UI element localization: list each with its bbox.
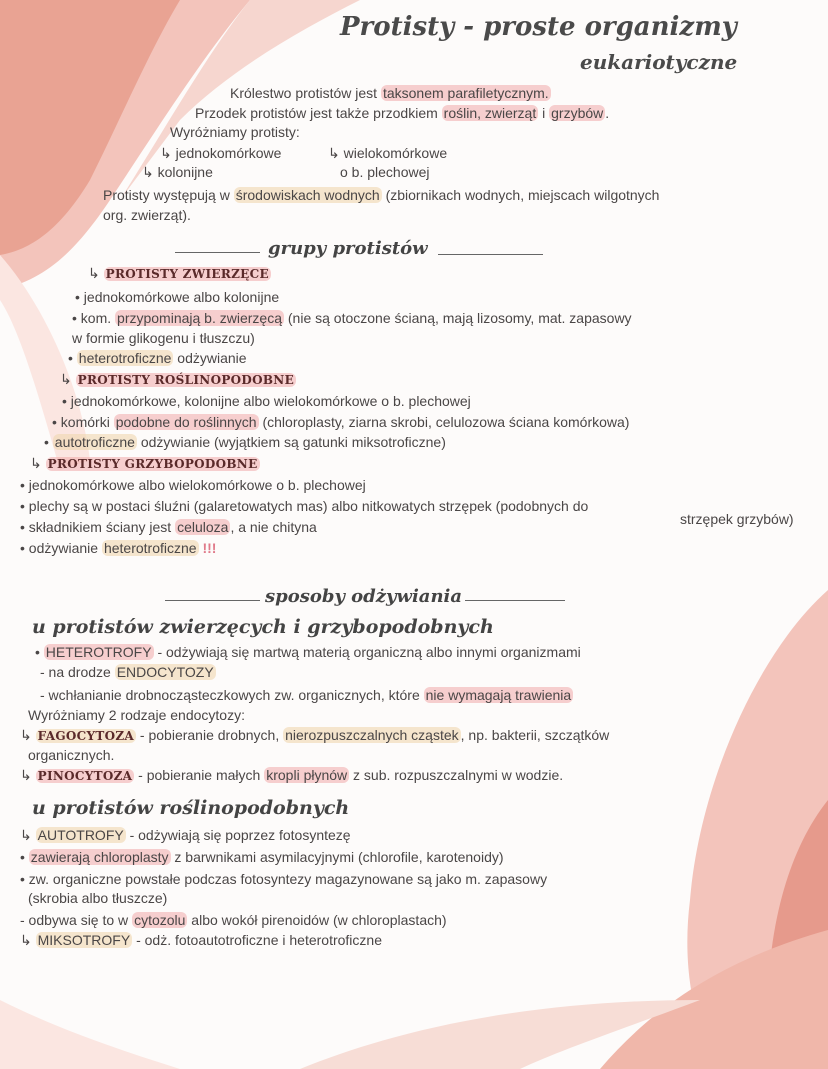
groups-line (20, 476, 366, 494)
groups-line (52, 413, 629, 431)
subheading-plant: u protistów roślinopodobnych (32, 797, 350, 819)
highlighted-term: HETEROTROFY (45, 644, 152, 660)
groups-line (88, 264, 271, 283)
text-segment: ↳ (20, 727, 36, 743)
highlighted-term: kropli płynów (266, 767, 348, 783)
text-segment: Wyróżniamy 2 rodzaje endocytozy: (28, 707, 245, 723)
text-segment: • komórki (52, 414, 114, 430)
text-segment: • jednokomórkowe albo wielokomórkowe o b. plechowej (20, 477, 366, 493)
highlighted-term: nie wymagają trawienia (425, 687, 572, 703)
divider (438, 254, 543, 255)
text-segment: - pobieranie drobnych, (136, 727, 284, 743)
highlighted-term: heterotroficzne (103, 540, 197, 556)
text-segment: ↳ kolonijne (142, 164, 213, 180)
nutrition-line (28, 706, 245, 724)
text-segment: (nie są otoczone ścianą, mają lizosomy, mat. zapasowy (284, 310, 632, 326)
text-segment: • plechy są w postaci śluźni (galaretowatych mas) albo nitkowatych strzępek (podobnych do (20, 498, 589, 514)
text-segment: i (538, 105, 550, 121)
text-segment: Królestwo protistów jest (230, 85, 381, 101)
group-heading: PROTISTY ROŚLINOPODOBNE (77, 373, 295, 387)
groups-line (75, 288, 279, 306)
divider (165, 600, 260, 601)
text-segment: • jednokomórkowe albo kolonijne (75, 289, 280, 305)
text-segment: z barwnikami asymilacyjnymi (chlorofile, karotenoidy) (170, 849, 504, 865)
page-title: Protisty - proste organizmy (340, 12, 737, 42)
groups-line (30, 454, 260, 473)
highlighted-term: grzybów (551, 105, 604, 121)
text-segment: • (35, 644, 44, 660)
text-segment: ↳ jednokomórkowe (160, 145, 282, 161)
nutrition-line (28, 746, 114, 764)
text-segment: • (44, 434, 53, 450)
groups-line (60, 370, 296, 389)
page-title-subline: eukariotyczne (580, 50, 738, 74)
text-segment: Wyróżniamy protisty: (170, 124, 300, 140)
intro-line (230, 84, 551, 102)
text-segment: z sub. rozpuszczalnymi w wodzie. (349, 767, 564, 783)
highlighted-term: MIKSOTROFY (37, 932, 131, 948)
text-segment: ↳ (20, 932, 36, 948)
emphasis-marks: !!! (202, 540, 217, 556)
text-segment: • jednokomórkowe, kolonijne albo wielokomórkowe o b. plechowej (62, 393, 471, 409)
subheading-animal-fungal: u protistów zwierzęcych i grzybopodobnych (32, 616, 494, 638)
text-segment: • (68, 350, 77, 366)
group-heading: PROTISTY GRZYBOPODOBNE (47, 457, 258, 471)
highlighted-term: taksonem parafiletycznym. (382, 85, 549, 101)
text-segment: albo wokół pirenoidów (w chloroplastach) (187, 912, 447, 928)
text-segment: • składnikiem ściany jest (20, 519, 176, 535)
text-segment: organicznych. (28, 747, 115, 763)
groups-line (680, 510, 794, 528)
section-heading-groups: grupy protistów (268, 238, 428, 259)
text-segment: • kom. (72, 310, 116, 326)
nutrition-line (28, 889, 167, 907)
highlighted-term: heterotroficzne (78, 350, 172, 366)
divider (175, 252, 260, 253)
text-segment: - pobieranie małych (134, 767, 265, 783)
group-heading: PINOCYTOZA (37, 769, 133, 783)
highlighted-term: celuloza (177, 519, 229, 535)
text-segment: , np. bakterii, szczątków (460, 727, 610, 743)
highlighted-term: nierozpuszczalnych cząstek (285, 727, 459, 743)
highlighted-term: przypominają b. zwierzęcą (117, 310, 282, 326)
text-segment: (skrobia albo tłuszcze) (28, 890, 168, 906)
intro-line (170, 123, 300, 141)
highlighted-term: autotroficzne (54, 434, 135, 450)
text-segment: ↳ (20, 767, 36, 783)
text-segment: (zbiornikach wodnych, miejscach wilgotnych (381, 187, 660, 203)
groups-line (20, 518, 317, 536)
highlighted-term: AUTOTROFY (37, 827, 124, 843)
nutrition-line (40, 663, 216, 681)
text-segment: - wchłanianie drobnocząsteczkowych zw. organicznych, które (40, 687, 424, 703)
text-segment: - odżywiają się poprzez fotosyntezę (125, 827, 351, 843)
text-segment: • (20, 849, 29, 865)
text-segment: Protisty występują w (103, 187, 234, 203)
highlighted-term: cytozolu (134, 912, 186, 928)
text-segment: odżywianie (173, 350, 247, 366)
highlighted-term: środowiskach wodnych (235, 187, 380, 203)
highlighted-term: roślin, zwierząt (443, 105, 537, 121)
highlighted-term: zawierają chloroplasty (30, 849, 169, 865)
text-segment: w formie glikogenu i tłuszczu) (72, 330, 255, 346)
nutrition-line (20, 931, 382, 949)
nutrition-line (20, 726, 609, 745)
section-heading-nutrition: sposoby odżywiania (265, 586, 463, 607)
text-segment: • zw. organiczne powstałe podczas fotosyntezy magazynowane są jako m. zapasowy (20, 871, 548, 887)
text-segment: - na drodze (40, 664, 115, 680)
nutrition-line (20, 870, 547, 888)
text-segment: strzępek grzybów) (680, 511, 794, 527)
intro-line (195, 104, 609, 122)
nutrition-line (40, 686, 573, 704)
highlighted-term: podobne do roślinnych (115, 414, 257, 430)
text-segment: org. zwierząt). (103, 207, 191, 223)
group-heading: PROTISTY ZWIERZĘCE (105, 267, 269, 281)
text-segment: - odż. fotoautotroficzne i heterotroficzne (132, 932, 382, 948)
highlighted-term: ENDOCYTOZY (116, 664, 214, 680)
intro-line (340, 163, 430, 181)
text-segment: - odbywa się to w (20, 912, 133, 928)
text-segment: ↳ (60, 371, 76, 387)
text-segment: o b. plechowej (340, 164, 430, 180)
text-segment: ↳ (88, 265, 104, 281)
text-segment: ↳ (30, 455, 46, 471)
text-segment: (chloroplasty, ziarna skrobi, celulozowa ściana komórkowa) (258, 414, 630, 430)
intro-line (142, 163, 213, 181)
intro-line (328, 144, 447, 162)
text-segment: - odżywiają się martwą materią organiczną albo innymi organizmami (153, 644, 581, 660)
intro-line (103, 186, 659, 204)
nutrition-line (20, 911, 447, 929)
groups-line (68, 349, 247, 367)
groups-line (72, 329, 255, 347)
nutrition-line (35, 643, 581, 661)
nutrition-line (20, 826, 351, 844)
groups-line (62, 392, 471, 410)
groups-line (44, 433, 446, 451)
text-segment: Przodek protistów jest także przodkiem (195, 105, 442, 121)
group-heading: FAGOCYTOZA (37, 729, 135, 743)
text-segment: ↳ wielokomórkowe (328, 145, 448, 161)
groups-line (72, 309, 632, 327)
text-segment: odżywianie (wyjątkiem są gatunki miksotroficzne) (136, 434, 446, 450)
text-segment: . (605, 105, 610, 121)
intro-line (160, 144, 281, 162)
text-segment: ↳ (20, 827, 36, 843)
groups-line (20, 497, 588, 515)
groups-line (20, 539, 216, 557)
divider (465, 600, 565, 601)
nutrition-line (20, 848, 504, 866)
nutrition-line (20, 766, 563, 785)
intro-line (103, 206, 191, 224)
text-segment: , a nie chityna (230, 519, 317, 535)
text-segment: • odżywianie (20, 540, 102, 556)
